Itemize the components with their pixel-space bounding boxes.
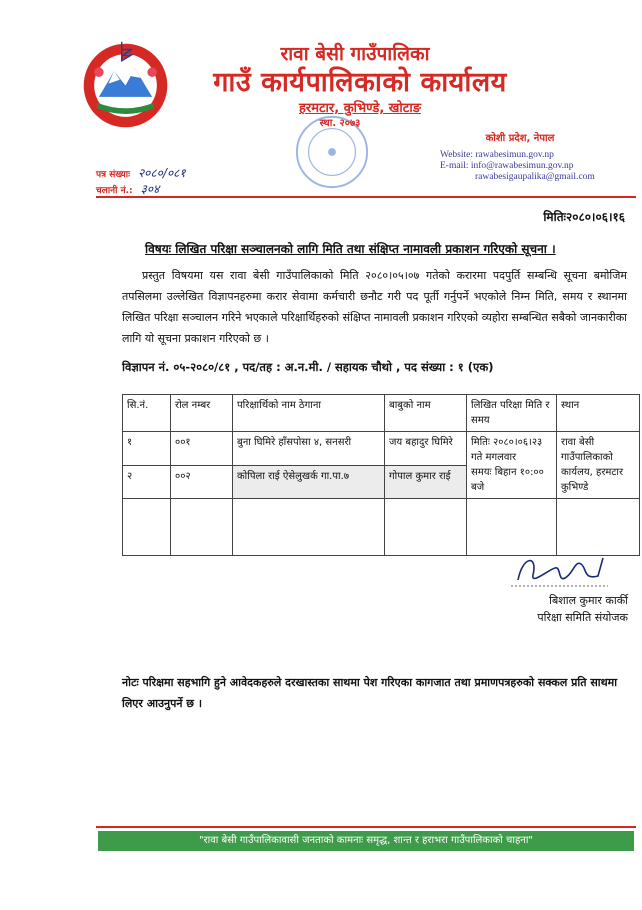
org-address: हरमटार, कुभिण्डे, खोटाङ: [299, 101, 421, 116]
col-header: रोल नम्बर: [171, 395, 233, 432]
name-cell: कोपिला राई ऐसेलुखर्क गा.पा.७: [233, 465, 385, 499]
reference-numbers: [96, 166, 186, 198]
chalani-value: ३०४: [140, 182, 160, 196]
chalani-label: चलानी नं.:: [96, 186, 133, 196]
col-header: सि.नं.: [123, 395, 171, 432]
document-date: मितिः२०८०।०६।१६: [543, 210, 625, 224]
signer-block: [468, 592, 628, 626]
email: E-mail: info@rawabesimun.gov.np: [440, 161, 574, 171]
table-row: [123, 432, 640, 466]
roll-cell: ००१: [171, 432, 233, 466]
candidate-table: [122, 394, 640, 556]
father-cell: गोपाल कुमार राई: [385, 465, 467, 499]
website: Website: rawabesimun.gov.np: [440, 150, 554, 160]
serial-cell: १: [123, 432, 171, 466]
email-alt: rawabesigaupalika@gmail.com: [475, 172, 595, 182]
exam-date: मितिः २०८०।०६।२३ गते मगलवार: [471, 437, 543, 463]
serial-cell: २: [123, 465, 171, 499]
table-spacer-row: [123, 499, 640, 556]
signer-title: परिक्षा समिति संयोजक: [537, 611, 628, 624]
father-cell: जय बहादुर घिमिरे: [385, 432, 467, 466]
note: नोटः परिक्षमा सहभागि हुने आवेदकहरुले दरखास्तका साथमा पेश गरिएका कागजात तथा प्रमाणपत्रहरुको सक्कल प्रति साथमा लिएर आउनुपर्ने छ ।: [122, 676, 618, 710]
footer-slogan: "रावा बेसी गाउँपालिकावासी जनताको कामनाः समृद्ध, शान्त र हराभरा गाउँपालिकाको चाहना": [98, 831, 634, 851]
emblem-logo: [78, 38, 173, 133]
name-cell: बुना घिमिरे हाँसपोसा ४, सनसरी: [233, 432, 385, 466]
province: कोशी प्रदेश, नेपाल: [485, 133, 555, 144]
footer-divider: [96, 826, 636, 828]
established-year: स्था. २०७३: [319, 118, 361, 129]
roll-cell: ००२: [171, 465, 233, 499]
contact-block: [440, 150, 620, 183]
signer-name: बिशाल कुमार कार्की: [549, 594, 628, 607]
patra-label: पत्र संख्याः: [96, 170, 130, 180]
signature: [503, 550, 613, 595]
subject-line: विषयः लिखित परिक्षा सञ्चालनको लागि मिति तथा संक्षिप्त नामावली प्रकाशन गरिएको सूचना ।: [145, 242, 556, 256]
col-header: परिक्षार्थिको नाम ठेगाना: [233, 395, 385, 432]
col-header: लिखित परिक्षा मिति र समय: [467, 395, 557, 432]
vacancy-line: विज्ञापन नं. ०५-२०८०/८१ , पद/तह : अ.न.मी. / सहायक चौथो , पद संख्या : १ (एक): [122, 360, 494, 374]
exam-time: समयः बिहान १०:०० बजे: [471, 467, 544, 493]
exam-time-cell: [467, 432, 557, 499]
body-paragraph: प्रस्तुत विषयमा यस रावा बेसी गाउँपालिकाको मिति २०८०।०५।०७ गतेको करारमा पदपुर्ति सम्बन्धि सूचना बमोजिम तपसिलमा उल्लेखित विज्ञापनहरुमा करार सेवामा कर्मचारी छनौट गरी पद पूर्ती गर्नुपर्ने भएकोले निम्न मिति, समय र स्थानमा लिखित परिक्षा सञ्चालन गरिने भएकाले परिक्षार्थिहरुको संक्षिप्त नामावली प्रकाशन गरिएको व्यहोरा सम्बन्धित सबैको जानकारीका लागि यो सूचना प्रकाशन गरिएको छ ।: [122, 269, 627, 345]
venue-cell: रावा बेसी गाउँपालिकाको कार्यलय, हरमटार कुभिण्डे: [557, 432, 640, 499]
col-header: बाबुको नाम: [385, 395, 467, 432]
header-divider: [96, 196, 636, 198]
org-name-line2: गाउँ कार्यपालिकाको कार्यालय: [213, 67, 507, 98]
table-header-row: [123, 395, 640, 432]
patra-value: २०८०/०८१: [137, 166, 186, 180]
org-name-line1: रावा बेसी गाउँपालिका: [280, 43, 430, 65]
col-header: स्थान: [557, 395, 640, 432]
